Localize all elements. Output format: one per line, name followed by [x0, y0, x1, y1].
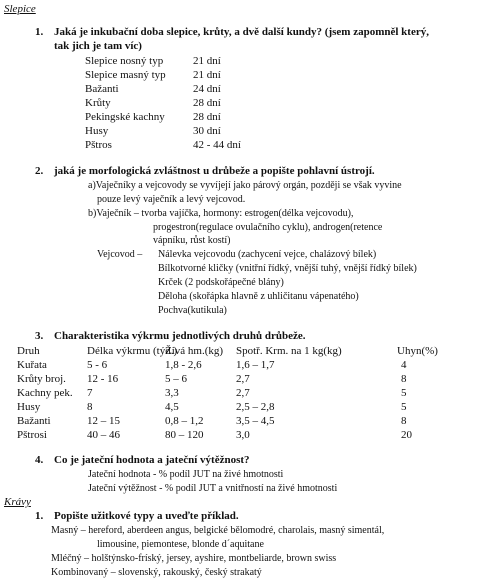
- section-title-slepice: Slepice: [4, 3, 36, 15]
- k1-masny-line1: Masný – hereford, aberdeen angus, belgické bělomodré, charolais, masný simentál,: [51, 525, 385, 536]
- k1-mlecny: Mléčný – holštýnsko-fríský, jersey, ayshire, montbeliarde, brown swiss: [51, 553, 337, 564]
- q1-title-line1: Jaká je inkubační doba slepice, krůty, a dvě další kundy? (jsem zapomněl který,: [54, 26, 429, 38]
- table-cell: 0,8 – 1,2: [165, 415, 204, 427]
- q2-vejcovod-item: Krček (2 podskořápečné blány): [158, 277, 284, 288]
- table-cell: 8: [401, 373, 407, 385]
- q2-b-line3: vápníku, růst kostí): [153, 235, 231, 246]
- incubation-name: Slepice masný typ: [85, 69, 166, 81]
- incubation-value: 42 - 44 dní: [193, 139, 241, 151]
- table-header: Druh: [17, 345, 40, 357]
- table-cell: 5 - 6: [87, 359, 108, 371]
- q1-title-line2: tak jich je tam víc): [54, 40, 142, 52]
- table-cell: 2,7: [236, 387, 250, 399]
- q2-a-line2: pouze levý vaječník a levý vejcovod.: [97, 194, 246, 205]
- table-cell: 8: [87, 401, 93, 413]
- table-header: Spotř. Krm. na 1 kg(kg): [236, 345, 342, 357]
- table-cell: 5: [401, 387, 407, 399]
- table-cell: 12 – 15: [87, 415, 120, 427]
- incubation-value: 28 dní: [193, 97, 221, 109]
- table-cell: 2,5 – 2,8: [236, 401, 275, 413]
- incubation-value: 28 dní: [193, 111, 221, 123]
- incubation-name: Bažanti: [85, 83, 119, 95]
- q2-vejcovod-item: Bílkotvorné kličky (vnitřní řídký, vnější tuhý, vnější řídký bílek): [158, 263, 417, 274]
- table-cell: Krůty broj.: [17, 373, 66, 385]
- incubation-name: Pekingské kachny: [85, 111, 165, 123]
- table-cell: Kuřata: [17, 359, 47, 371]
- q2-vejcovod-item: Děloha (skořápka hlavně z uhličitanu vápenatého): [158, 291, 359, 302]
- table-cell: 80 – 120: [165, 429, 204, 441]
- table-cell: 4: [401, 359, 407, 371]
- table-cell: Husy: [17, 401, 41, 413]
- table-header: Živá hm.(kg): [165, 345, 224, 357]
- q2-a-line1: a)Vaječníky a vejcovody se vyvíjejí jako párový orgán, později se však vyvine: [88, 180, 402, 191]
- table-cell: 1,6 – 1,7: [236, 359, 275, 371]
- q2-vejcovod-item: Nálevka vejcovodu (zachycení vejce, chalázový bílek): [158, 249, 377, 260]
- q2-vejcovod-item: Pochva(kutikula): [158, 305, 227, 316]
- incubation-name: Slepice nosný typ: [85, 55, 164, 67]
- table-cell: 40 – 46: [87, 429, 120, 441]
- table-cell: Pštrosi: [17, 429, 47, 441]
- table-cell: 7: [87, 387, 93, 399]
- q3-title: Charakteristika výkrmu jednotlivých druhů drůbeže.: [54, 330, 306, 342]
- q4-line2: Jateční výtěžnost - % podíl JUT a vnitřností na živé hmotnosti: [88, 483, 338, 494]
- q2-b-line1: b)Vaječník – tvorba vajíčka, hormony: estrogen(délka vejcovodu),: [88, 208, 354, 219]
- table-cell: 5 – 6: [165, 373, 187, 385]
- incubation-value: 24 dní: [193, 83, 221, 95]
- incubation-name: Husy: [85, 125, 109, 137]
- table-header: Délka výkrmu (týd.): [87, 345, 178, 357]
- q2-number: 2.: [35, 165, 44, 177]
- table-cell: 3,5 – 4,5: [236, 415, 275, 427]
- k1-masny-line2: limousine, piemontese, blonde d´aquitane: [97, 539, 264, 550]
- table-header: Uhyn(%): [397, 345, 438, 357]
- q2-vejcovod-label: Vejcovod –: [97, 249, 143, 260]
- table-cell: 20: [401, 429, 412, 441]
- q4-line1: Jateční hodnota - % podíl JUT na živé hmotnosti: [88, 469, 284, 480]
- q1-number: 1.: [35, 26, 44, 38]
- q4-title: Co je jateční hodnota a jateční výtěžnost?: [54, 454, 250, 466]
- k1-number: 1.: [35, 510, 44, 522]
- table-cell: 3,0: [236, 429, 250, 441]
- k1-kombinovany: Kombinovaný – slovenský, rakouský, český strakatý: [51, 567, 262, 578]
- q3-number: 3.: [35, 330, 44, 342]
- incubation-name: Krůty: [85, 97, 111, 109]
- table-cell: 1,8 - 2,6: [165, 359, 202, 371]
- incubation-value: 30 dní: [193, 125, 221, 137]
- incubation-value: 21 dní: [193, 69, 221, 81]
- q4-number: 4.: [35, 454, 44, 466]
- section-title-kravy: Krávy: [4, 496, 31, 508]
- table-cell: Bažanti: [17, 415, 51, 427]
- table-cell: 4,5: [165, 401, 179, 413]
- q2-title: jaká je morfologická zvláštnost u drůbeže a popište pohlavní ústrojí.: [54, 165, 375, 177]
- q2-b-line2: progestron(regulace ovulačního cyklu), androgen(retence: [153, 222, 383, 233]
- table-cell: 5: [401, 401, 407, 413]
- table-cell: Kachny pek.: [17, 387, 73, 399]
- k1-title: Popište užitkové typy a uveďte příklad.: [54, 510, 239, 522]
- table-cell: 3,3: [165, 387, 179, 399]
- table-cell: 8: [401, 415, 407, 427]
- incubation-value: 21 dní: [193, 55, 221, 67]
- table-cell: 12 - 16: [87, 373, 119, 385]
- incubation-name: Pštros: [85, 139, 112, 151]
- table-cell: 2,7: [236, 373, 250, 385]
